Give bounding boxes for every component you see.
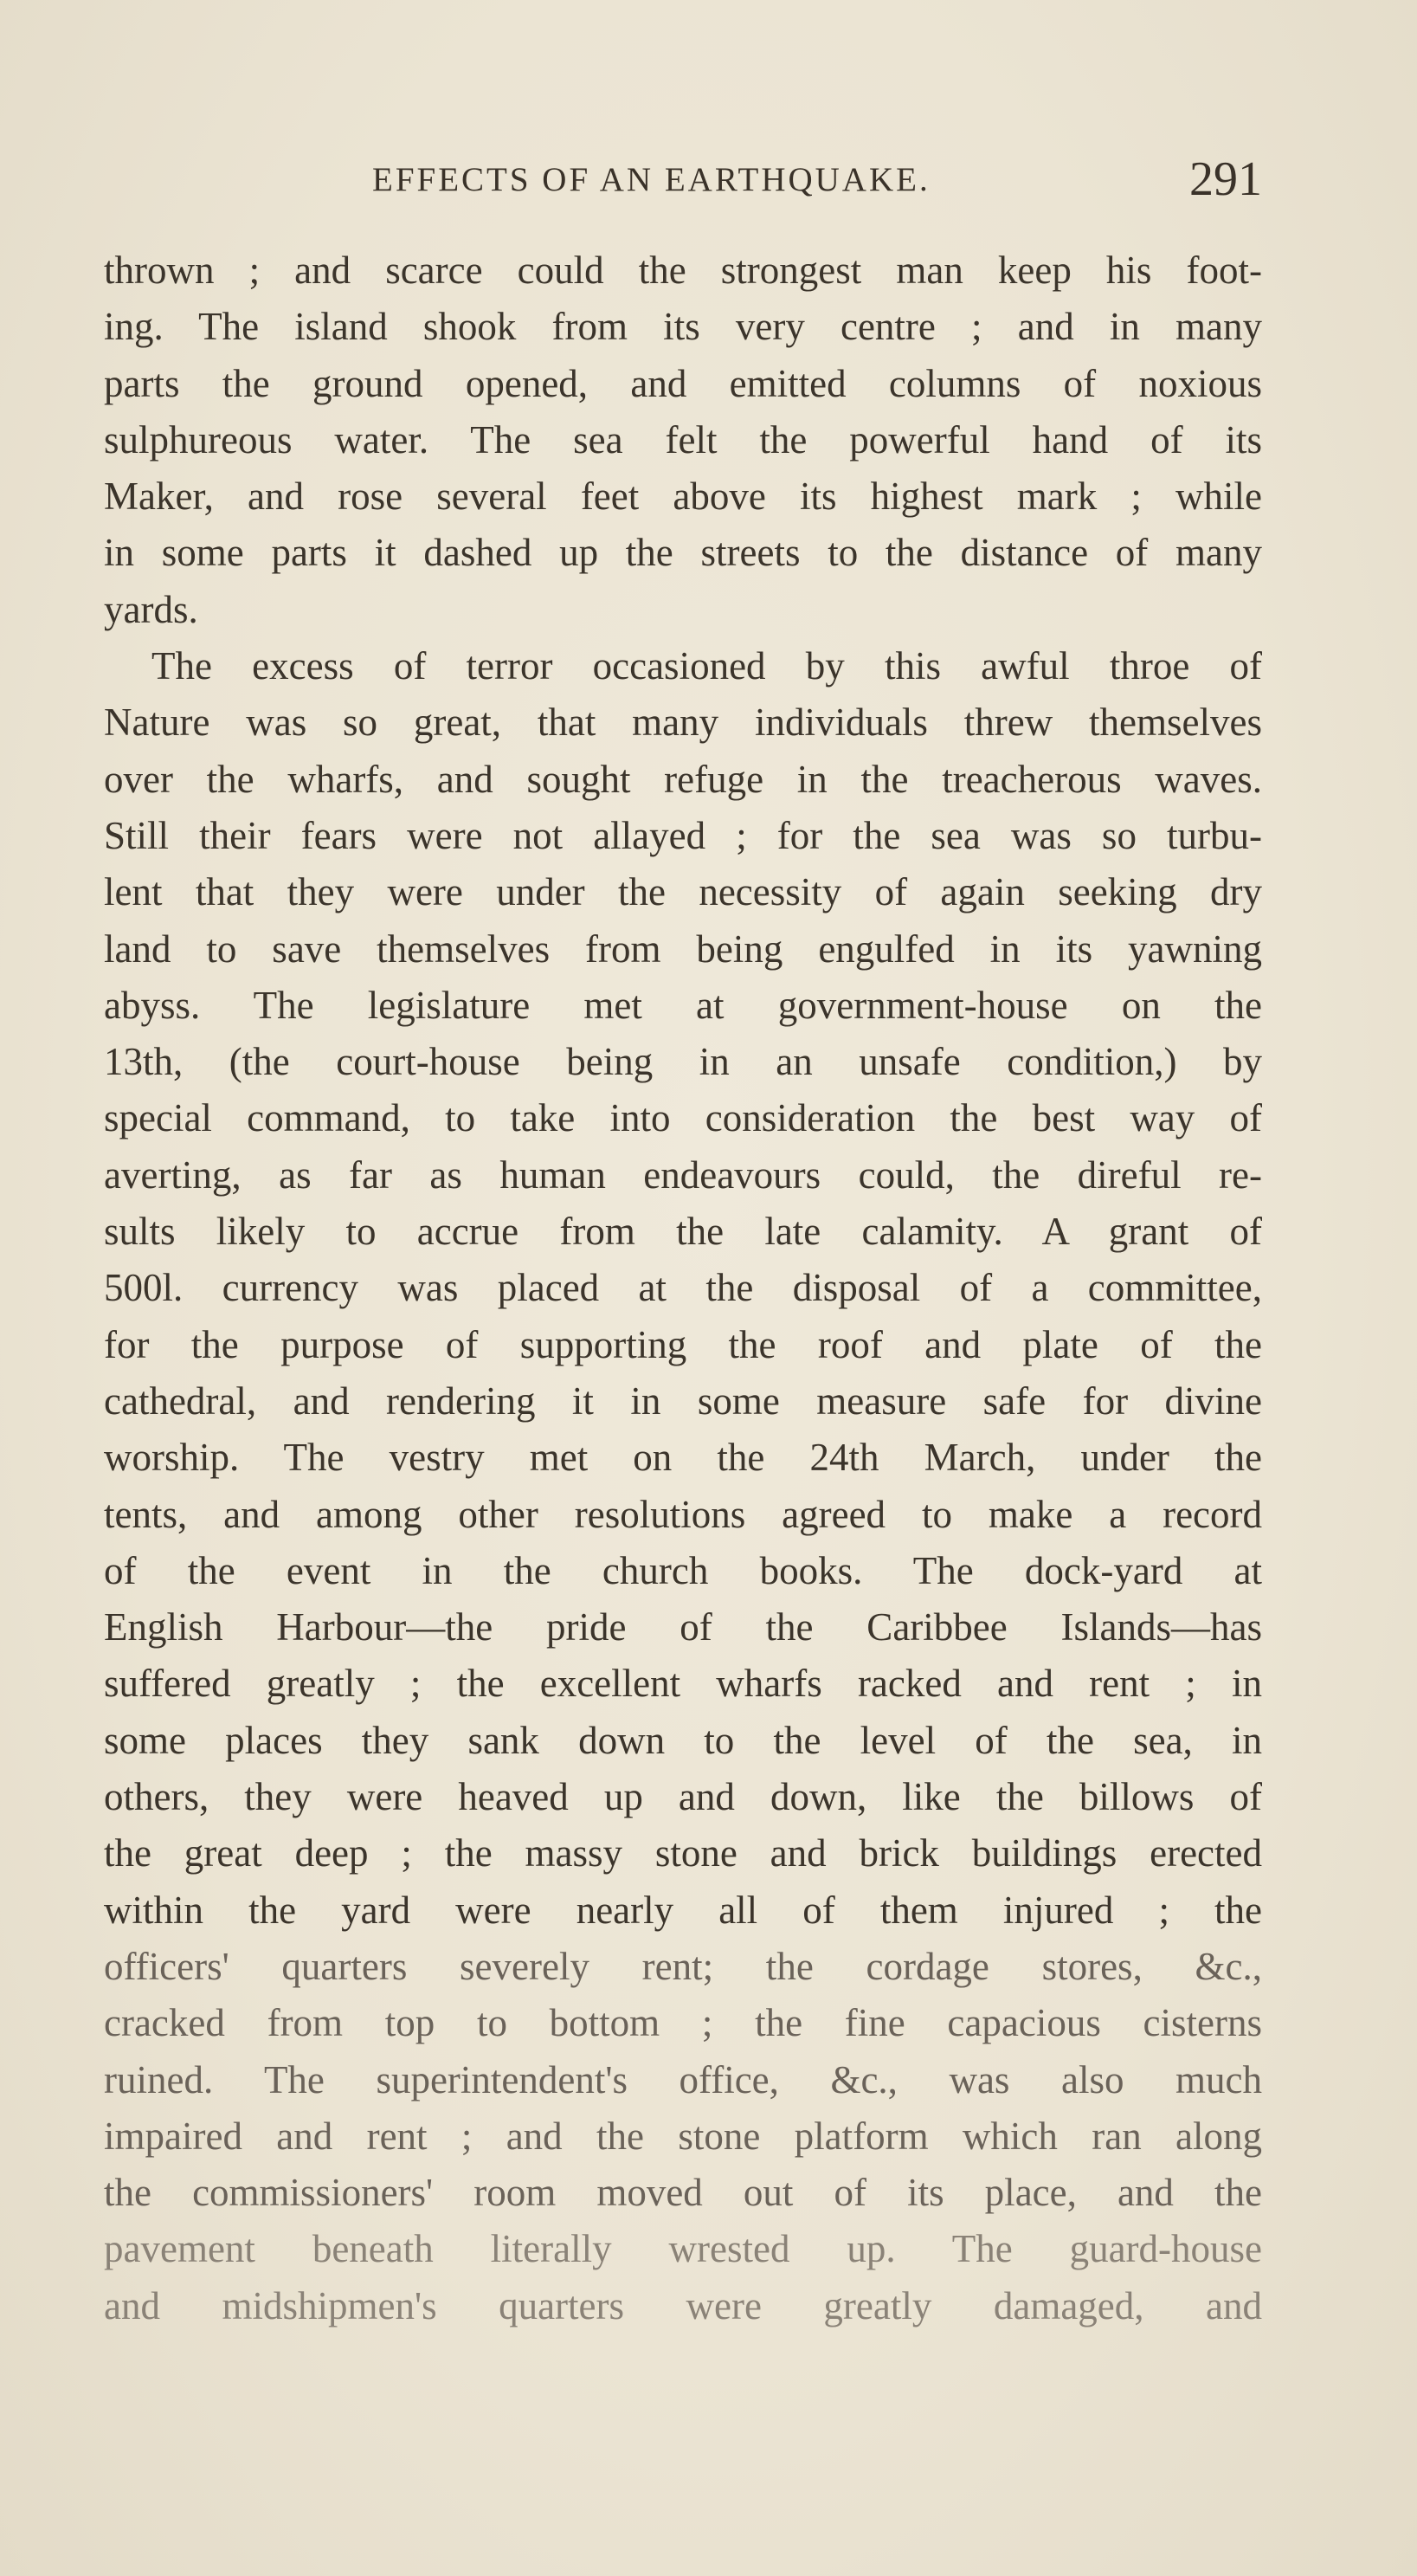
text-line: abyss. The legislature met at government-house on the	[104, 983, 1262, 1027]
text-line: English Harbour—the pride of the Caribbee Islands—has	[104, 1605, 1262, 1650]
text-line: land to save themselves from being engulfed in its yawning	[104, 926, 1262, 971]
text-line: within the yard were nearly all of them injured ; the	[104, 1888, 1262, 1932]
text-line: pavement beneath literally wrested up. The guard-house	[104, 2227, 1262, 2271]
text-line: cathedral, and rendering it in some measure safe for divine	[104, 1378, 1262, 1423]
text-line: and midshipmen's quarters were greatly damaged, and	[104, 2283, 1262, 2327]
text-line: the commissioners' room moved out of its place, and the	[104, 2171, 1262, 2215]
running-head: EFFECTS OF AN EARTHQUAKE.	[372, 161, 931, 198]
text-line: for the purpose of supporting the roof and plate of the	[104, 1322, 1262, 1366]
text-line: ing. The island shook from its very centre ; and in many	[104, 305, 1262, 349]
body-text	[104, 242, 1262, 2334]
text-line: in some parts it dashed up the streets to the distance of many	[104, 531, 1262, 575]
text-line: sulphureous water. The sea felt the powerful hand of its	[104, 417, 1262, 462]
text-line: officers' quarters severely rent; the cordage stores, &c.,	[104, 1944, 1262, 1988]
text-line: cracked from top to bottom ; the fine capacious cisterns	[104, 2001, 1262, 2045]
page-header	[104, 152, 1262, 212]
text-line: tents, and among other resolutions agreed to make a record	[104, 1492, 1262, 1536]
text-line: special command, to take into consideration the best way of	[104, 1096, 1262, 1140]
text-line: lent that they were under the necessity of again seeking dry	[104, 870, 1262, 914]
text-line: ruined. The superintendent's office, &c., was also much	[104, 2057, 1262, 2101]
text-line: some places they sank down to the level of the sea, in	[104, 1718, 1262, 1762]
text-line: 500l. currency was placed at the disposal of a committee,	[104, 1266, 1262, 1310]
text-line: Maker, and rose several feet above its highest mark ; while	[104, 475, 1262, 519]
text-line: averting, as far as human endeavours could, the direful re-	[104, 1152, 1262, 1197]
text-line: of the event in the church books. The dock-yard at	[104, 1548, 1262, 1592]
page-number: 291	[1189, 152, 1262, 206]
text-line: The excess of terror occasioned by this awful throe of	[151, 644, 1262, 688]
text-line: sults likely to accrue from the late calamity. A grant of	[104, 1210, 1262, 1254]
text-line: over the wharfs, and sought refuge in the treacherous waves.	[104, 757, 1262, 801]
text-line: Still their fears were not allayed ; for the sea was so turbu-	[104, 813, 1262, 857]
text-line: worship. The vestry met on the 24th March, under the	[104, 1436, 1262, 1480]
text-line: suffered greatly ; the excellent wharfs racked and rent ; in	[104, 1662, 1262, 1706]
text-line: impaired and rent ; and the stone platform which ran along	[104, 2114, 1262, 2158]
text-line: others, they were heaved up and down, like the billows of	[104, 1775, 1262, 1819]
text-line: 13th, (the court-house being in an unsafe condition,) by	[104, 1040, 1262, 1084]
text-line: the great deep ; the massy stone and brick buildings erected	[104, 1831, 1262, 1876]
text-line: thrown ; and scarce could the strongest man keep his foot-	[104, 249, 1262, 292]
text-line: yards.	[104, 587, 198, 631]
text-line: parts the ground opened, and emitted columns of noxious	[104, 361, 1262, 405]
text-line: Nature was so great, that many individuals threw themselves	[104, 700, 1262, 745]
